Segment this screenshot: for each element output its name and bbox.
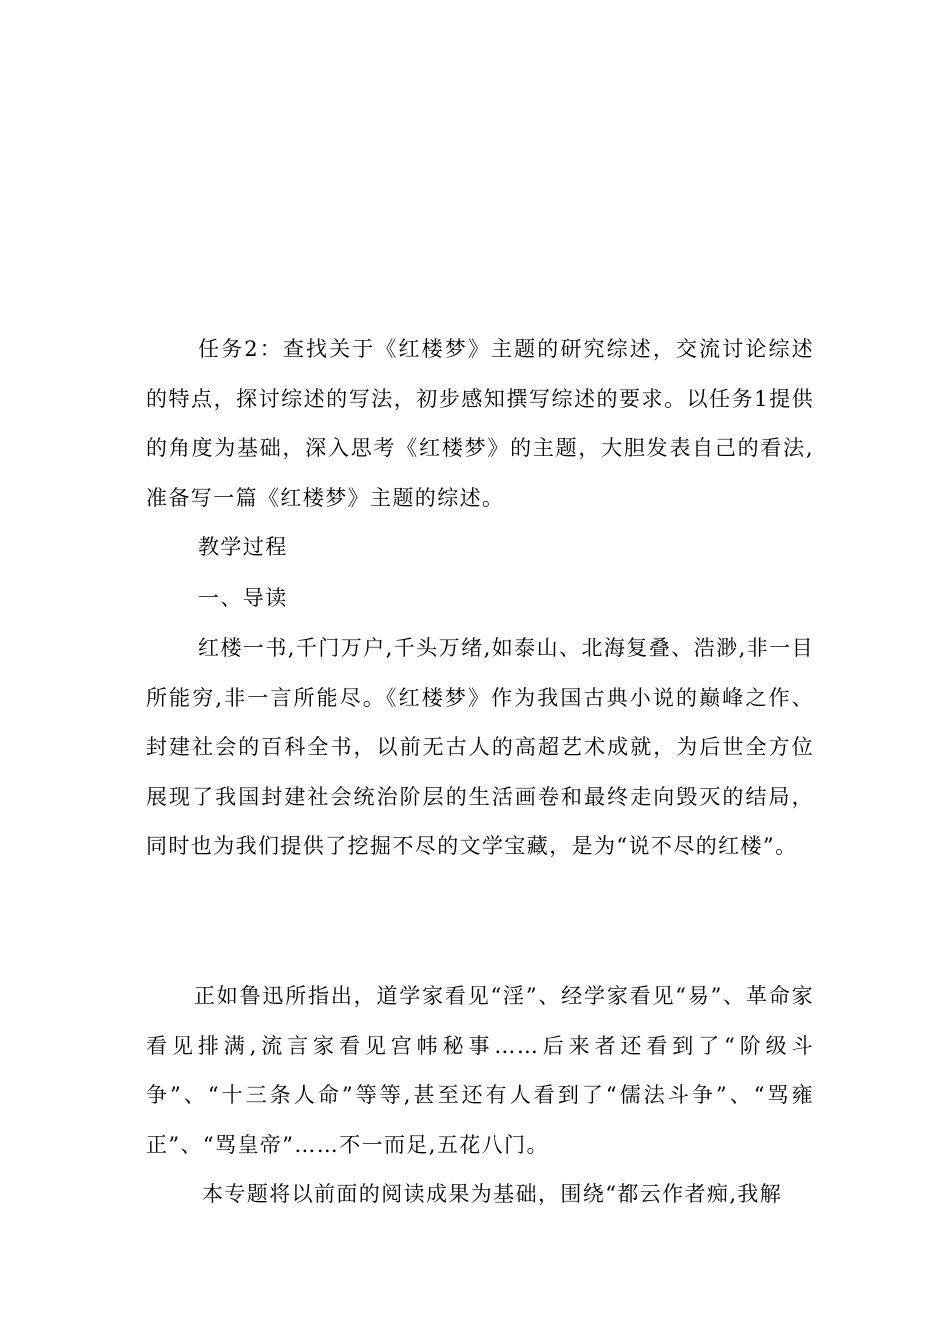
teaching-process-heading: 教学过程 (198, 535, 288, 559)
luxun-paragraph: 正如鲁迅所指出，道学家看见“淫”、经学家看见“易”、革命家看见排满,流言家看见宫帏秘事……后来者还看到了“阶级斗争”、“十三条人命”等等,甚至还有人看到了“儒法斗争”、“骂雍正”、“骂皇帝”……不一而足,五花八门。 (146, 984, 814, 1157)
task-2-paragraph: 任务2：查找关于《红楼梦》主题的研究综述，交流讨论综述的特点，探讨综述的写法，初步感知撰写综述的要求。以任务1提供的角度为基础，深入思考《红楼梦》的主题，大胆发表自己的看法,准备写一篇《红楼梦》主题的综述。 (146, 337, 814, 510)
topic-paragraph: 本专题将以前面的阅读成果为基础，围绕“都云作者痴,我解 (202, 1182, 783, 1206)
section-one-heading: 一、导读 (198, 586, 288, 610)
introduction-paragraph: 红楼一书,千门万户,千头万绪,如泰山、北海复叠、浩渺,非一目所能穷,非一言所能尽。《红楼梦》作为我国古典小说的巅峰之作、封建社会的百科全书，以前无古人的高超艺术成就，为后世全方位展现了我国封建社会统治阶层的生活画卷和最终走向毁灭的结局，同时也为我们提供了挖掘不尽的文学宝藏，是为“说不尽的红楼”。 (146, 636, 814, 858)
